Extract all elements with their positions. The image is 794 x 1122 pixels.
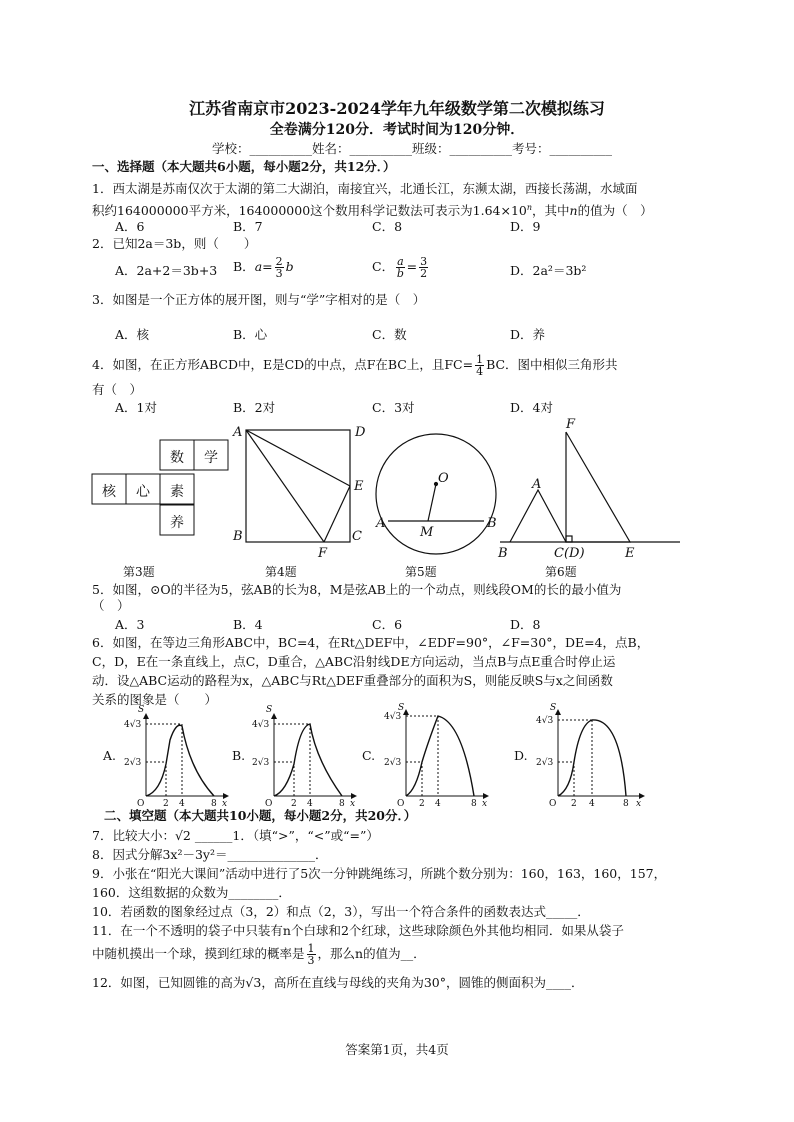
svg-text:4: 4 (307, 799, 313, 809)
q11-line2: 中随机摸出一个球，摸到红球的概率是 $\frac{1}{3}$ ，那么n的值为__． (92, 942, 426, 967)
cube-face-shu: 数 (170, 450, 184, 466)
q6-option-b[interactable]: B. (232, 748, 246, 763)
q1-option-b[interactable]: B．7 (233, 219, 263, 234)
svg-text:4√3: 4√3 (124, 720, 142, 730)
q5-option-a[interactable]: A．3 (115, 617, 145, 632)
cube-face-su: 素 (170, 484, 184, 500)
svg-text:B: B (498, 546, 508, 561)
q1-line1: 1．西太湖是苏南仅次于太湖的第二大湖泊，南接宜兴，北通长江，东濒太湖，西接长荡湖，水域面 (92, 181, 638, 196)
q1-option-d[interactable]: D．9 (510, 219, 541, 234)
svg-text:C: C (352, 529, 362, 544)
svg-text:x: x (482, 799, 488, 809)
svg-text:B: B (487, 516, 497, 531)
q9-line2: 160．这组数据的众数为________． (92, 885, 291, 900)
svg-text:2√3: 2√3 (536, 758, 554, 768)
svg-text:O: O (265, 799, 273, 809)
svg-text:8: 8 (471, 799, 477, 809)
svg-text:8: 8 (339, 799, 345, 809)
page-footer: 答案第1页，共4页 (345, 1042, 449, 1057)
caption-q5: 第5题 (405, 565, 437, 579)
svg-text:O: O (397, 799, 405, 809)
svg-text:M: M (420, 525, 434, 540)
svg-text:A: A (532, 477, 542, 492)
svg-text:2: 2 (419, 799, 425, 809)
graph-d (558, 712, 642, 796)
svg-text:2: 2 (571, 799, 577, 809)
q6-option-a[interactable]: A. (103, 748, 117, 763)
svg-text:B: B (233, 529, 243, 544)
svg-text:S: S (398, 703, 405, 713)
svg-text:4√3: 4√3 (252, 720, 270, 730)
q8-text: 8．因式分解3x²－3y²＝______________． (92, 847, 328, 862)
svg-text:4√3: 4√3 (536, 716, 554, 726)
q2-option-b[interactable]: B．a= $\frac{2}{3}$ b (233, 255, 294, 280)
svg-text:x: x (636, 799, 642, 809)
svg-text:A: A (376, 516, 386, 531)
svg-text:F: F (566, 417, 576, 432)
graph-b (274, 716, 354, 796)
q5-option-d[interactable]: D．8 (510, 617, 541, 632)
q4-option-b[interactable]: B．2对 (233, 400, 276, 415)
svg-text:2: 2 (291, 799, 297, 809)
q7-text: 7．比较大小：√2 ______1．（填“>”，“<”或“=”） (92, 828, 379, 843)
svg-text:8: 8 (211, 799, 217, 809)
cube-face-yang: 养 (170, 515, 184, 531)
q3-option-c[interactable]: C．数 (372, 327, 407, 342)
graph-c (406, 712, 486, 796)
svg-text:2√3: 2√3 (384, 758, 402, 768)
q11-line1: 11．在一个不透明的袋子中只装有n个白球和2个红球，这些球除颜色外其他均相同．如果从袋子 (92, 923, 624, 938)
q2-option-a[interactable]: A．2a+2＝3b+3 (115, 263, 218, 278)
q9-line1: 9．小张在“阳光大课间”活动中进行了5次一分钟跳绳练习，所跳个数分别为：160，163，160，157， (92, 866, 667, 881)
q10-text: 10．若函数的图象经过点（3，2）和点（2，3），写出一个符合条件的函数表达式_____． (92, 904, 590, 919)
svg-text:x: x (350, 799, 356, 809)
q5-option-b[interactable]: B．4 (233, 617, 263, 632)
q4-option-c[interactable]: C．3对 (372, 400, 415, 415)
svg-text:S: S (550, 703, 557, 713)
svg-text:E: E (354, 479, 364, 494)
q6-line3: 动．设△ABC运动的路程为x，△ABC与Rt△DEF重叠部分的面积为S，则能反映S与x之间函数 (92, 673, 613, 688)
svg-text:S: S (266, 705, 273, 715)
q3-option-a[interactable]: A．核 (115, 327, 150, 342)
svg-text:O: O (549, 799, 557, 809)
graph-a (146, 716, 226, 796)
q5-line1: 5．如图，⊙O的半径为5，弦AB的长为8，M是弦AB上的一个动点，则线段OM的长的最小值为 (92, 582, 622, 597)
q1-line2: 积约164000000平方米，164000000这个数用科学记数法可表示为$1.64\times 10^n$，其中n的值为（ ） (92, 203, 653, 219)
q4-line1: 4．如图，在正方形ABCD中，E是CD的中点，点F在BC上，且FC= $\frac{1}{4}$ BC．图中相似三角形共 (92, 353, 618, 378)
q1-option-a[interactable]: A．6 (115, 219, 145, 234)
section2-heading: 二、填空题（本大题共10小题，每小题2分，共20分．） (104, 808, 417, 823)
q4-option-d[interactable]: D．4对 (510, 400, 553, 415)
svg-text:2√3: 2√3 (124, 758, 142, 768)
svg-text:O: O (137, 799, 145, 809)
svg-text:E: E (625, 546, 635, 561)
q4-line2: 有（ ） (92, 382, 143, 397)
q2-text: 2．已知2a＝3b，则（ ） (92, 236, 257, 251)
exam-subtitle: 全卷满分120分．考试时间为120分钟． (269, 122, 525, 138)
q1-option-c[interactable]: C．8 (372, 219, 403, 234)
svg-text:8: 8 (623, 799, 629, 809)
cube-face-he: 核 (102, 484, 116, 500)
svg-text:S: S (138, 705, 145, 715)
svg-text:4: 4 (179, 799, 185, 809)
svg-text:O: O (438, 471, 449, 486)
q2-option-c[interactable]: C． $\frac{a}{b}$ = $\frac{3}{2}$ (372, 255, 428, 280)
cube-face-xin: 心 (136, 484, 150, 500)
caption-q3: 第3题 (123, 565, 155, 579)
caption-q6: 第6题 (545, 565, 577, 579)
q5-line2: （ ） (92, 598, 130, 613)
svg-text:F: F (318, 546, 328, 561)
q2-option-d[interactable]: D．2a²＝3b² (510, 263, 587, 278)
q3-option-b[interactable]: B．心 (233, 327, 268, 342)
cube-face-xue: 学 (204, 450, 218, 466)
svg-text:2√3: 2√3 (252, 758, 270, 768)
svg-text:4√3: 4√3 (384, 712, 402, 722)
svg-text:2: 2 (163, 799, 169, 809)
svg-text:4: 4 (435, 799, 441, 809)
q6-line1: 6．如图，在等边三角形ABC中，BC=4，在Rt△DEF中，∠EDF=90°，∠F=30°，DE=4，点B， (92, 635, 650, 650)
svg-text:x: x (222, 799, 228, 809)
exam-title: 江苏省南京市2023-2024学年九年级数学第二次模拟练习 (189, 99, 605, 118)
q6-option-c[interactable]: C. (362, 748, 376, 763)
q3-option-d[interactable]: D．养 (510, 327, 546, 342)
svg-text:D: D (355, 425, 366, 440)
q6-line4: 关系的图象是（ ） (92, 692, 218, 707)
svg-text:A: A (233, 425, 243, 440)
svg-text:C(D): C(D) (554, 546, 585, 561)
svg-text:4: 4 (589, 799, 595, 809)
section1-heading: 一、选择题（本大题共6小题，每小题2分，共12分．） (92, 159, 396, 174)
student-info-line: 学校：__________姓名：__________班级：__________考号：__________ (212, 141, 613, 156)
q5-option-c[interactable]: C．6 (372, 617, 403, 632)
q6-line2: C，D，E在一条直线上，点C，D重合，△ABC沿射线DE方向运动，当点B与点E重合时停止运 (92, 654, 616, 669)
q12-text: 12．如图，已知圆锥的高为√3，高所在直线与母线的夹角为30°，圆锥的侧面积为____． (92, 975, 584, 990)
q6-option-d[interactable]: D. (514, 748, 528, 763)
q4-option-a[interactable]: A．1对 (115, 400, 157, 415)
q3-text: 3．如图是一个正方体的展开图，则与“学”字相对的是（ ） (92, 292, 426, 307)
caption-q4: 第4题 (265, 565, 297, 579)
